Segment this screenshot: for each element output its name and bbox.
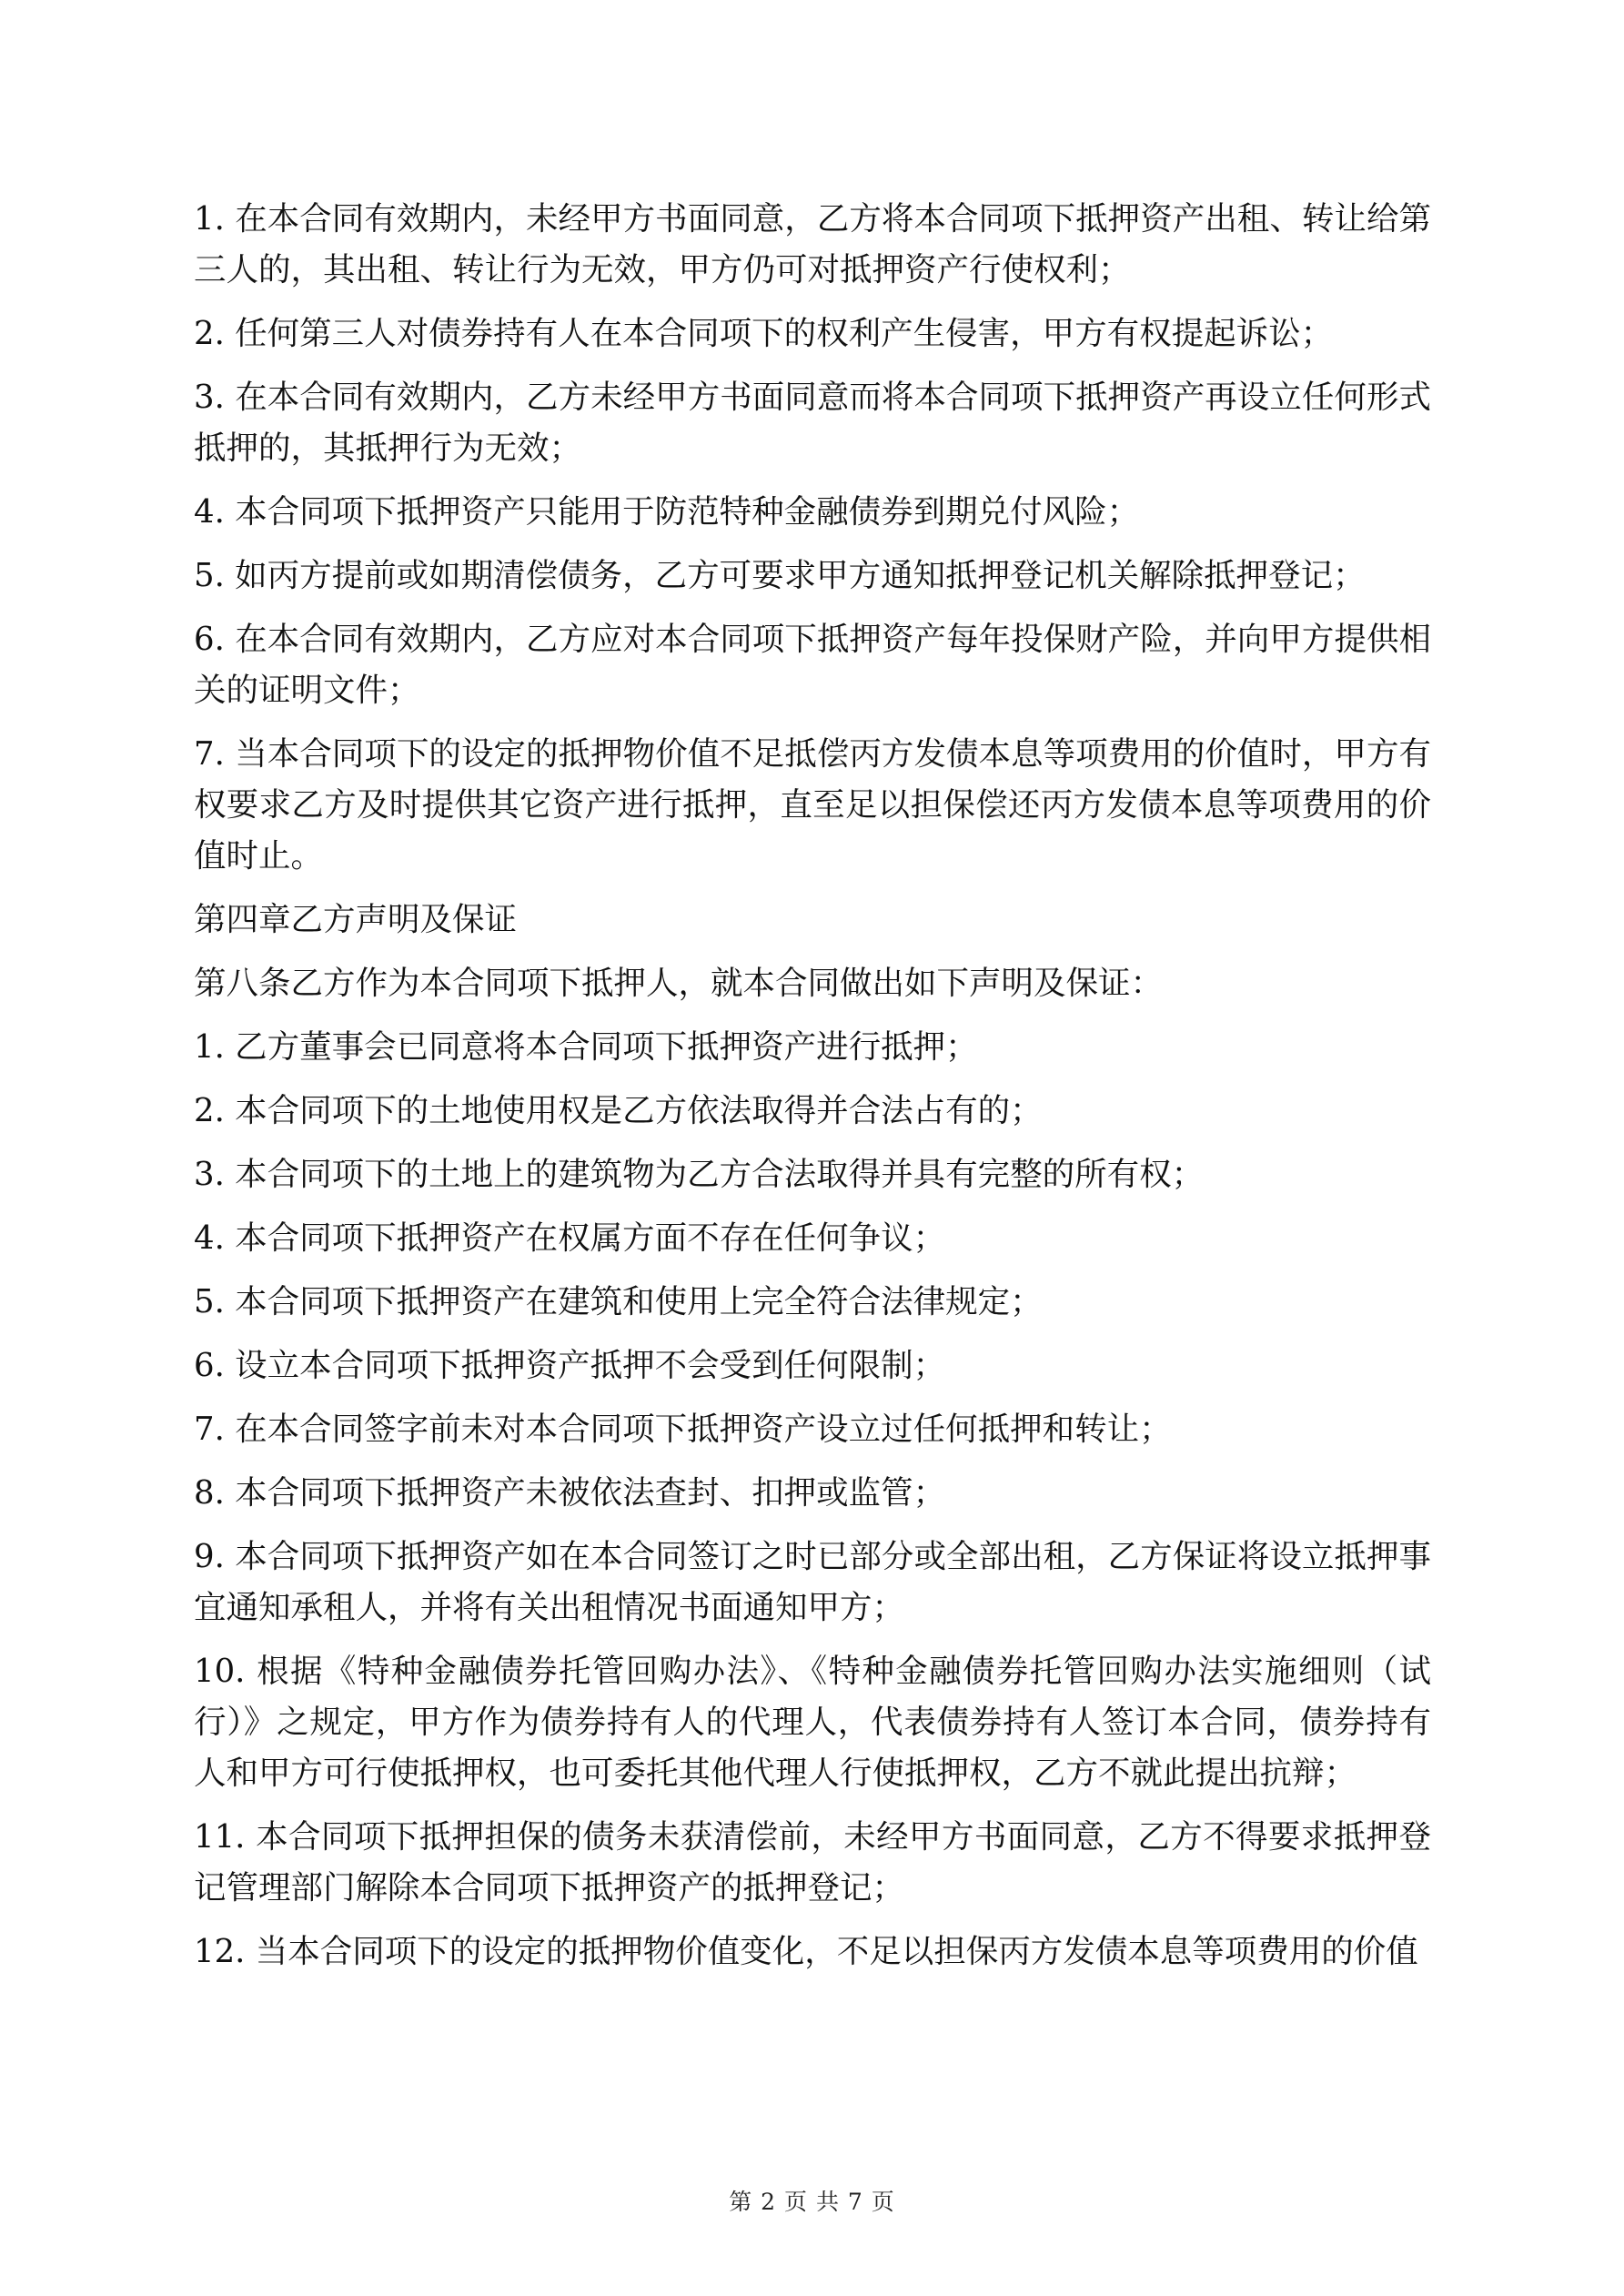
- paragraph-11: 2. 本合同项下的土地使用权是乙方依法取得并合法占有的；: [194, 1092, 1043, 1129]
- paragraph-20: 11. 本合同项下抵押担保的债务未获清偿前，未经甲方书面同意，乙方不得要求抵押登记管理部门解除本合同项下抵押资产的抵押登记；: [194, 1818, 1431, 1907]
- page-number-footer: 第 2 页 共 7 页: [729, 2189, 895, 2215]
- paragraph-21: 12. 当本合同项下的设定的抵押物价值变化，不足以担保丙方发债本息等项费用的价值: [194, 1933, 1418, 1970]
- paragraph-13: 4. 本合同项下抵押资产在权属方面不存在任何争议；: [194, 1219, 946, 1257]
- paragraph-17: 8. 本合同项下抵押资产未被依法查封、扣押或监管；: [194, 1474, 946, 1512]
- paragraph-4: 4. 本合同项下抵押资产只能用于防范特种金融债券到期兑付风险；: [194, 493, 1140, 531]
- paragraph-14: 5. 本合同项下抵押资产在建筑和使用上完全符合法律规定；: [194, 1283, 1043, 1320]
- paragraph-5: 5. 如丙方提前或如期清偿债务，乙方可要求甲方通知抵押登记机关解除抵押登记；: [194, 557, 1366, 594]
- document-body: [194, 194, 1431, 1977]
- paragraph-7: 7. 当本合同项下的设定的抵押物价值不足抵偿丙方发债本息等项费用的价值时，甲方有权要求乙方及时提供其它资产进行抵押，直至足以担保偿还丙方发债本息等项费用的价值时止。: [194, 735, 1431, 875]
- paragraph-3: 3. 在本合同有效期内，乙方未经甲方书面同意而将本合同项下抵押资产再设立任何形式抵押的，其抵押行为无效；: [194, 379, 1431, 467]
- paragraph-2: 2. 任何第三人对债券持有人在本合同项下的权利产生侵害，甲方有权提起诉讼；: [194, 315, 1334, 352]
- paragraph-18: 9. 本合同项下抵押资产如在本合同签订之时已部分或全部出租，乙方保证将设立抵押事宜通知承租人，并将有关出租情况书面通知甲方；: [194, 1538, 1431, 1626]
- paragraph-6: 6. 在本合同有效期内，乙方应对本合同项下抵押资产每年投保财产险，并向甲方提供相关的证明文件；: [194, 621, 1431, 709]
- article-heading: 第八条乙方作为本合同项下抵押人，就本合同做出如下声明及保证：: [194, 965, 1164, 1002]
- paragraph-10: 1. 乙方董事会已同意将本合同项下抵押资产进行抵押；: [194, 1028, 978, 1066]
- paragraph-12: 3. 本合同项下的土地上的建筑物为乙方合法取得并具有完整的所有权；: [194, 1156, 1205, 1193]
- paragraph-19: 10. 根据《特种金融债券托管回购办法》、《特种金融债券托管回购办法实施细则（试行）》之规定，甲方作为债券持有人的代理人，代表债券持有人签订本合同，债券持有人和甲方可行使抵押权，也可委托其他代理人行使抵押权，乙方不就此提出抗辩；: [194, 1653, 1431, 1792]
- chapter-heading: 第四章乙方声明及保证: [194, 901, 518, 938]
- paragraph-15: 6. 设立本合同项下抵押资产抵押不会受到任何限制；: [194, 1347, 946, 1384]
- paragraph-16: 7. 在本合同签字前未对本合同项下抵押资产设立过任何抵押和转让；: [194, 1411, 1172, 1448]
- paragraph-1: 1. 在本合同有效期内，未经甲方书面同意，乙方将本合同项下抵押资产出租、转让给第三人的，其出租、转让行为无效，甲方仍可对抵押资产行使权利；: [194, 200, 1431, 288]
